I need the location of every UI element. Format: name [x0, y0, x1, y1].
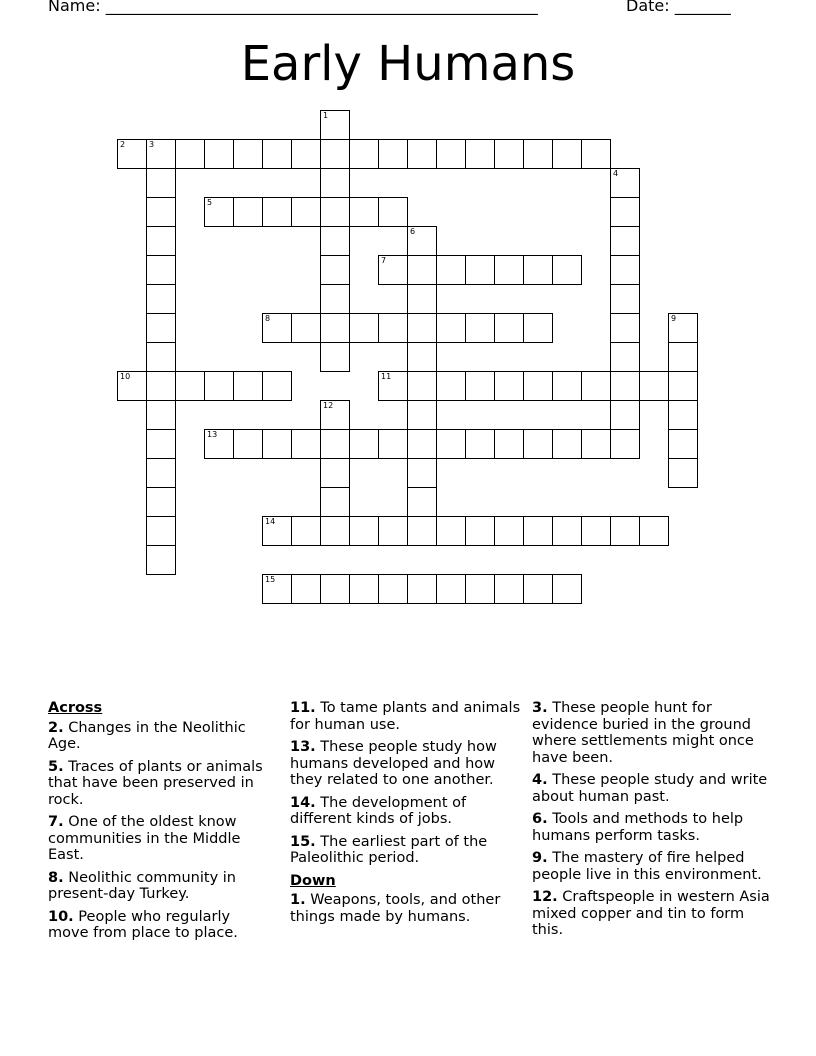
- clue-across-15: 15. The earliest part of the Paleolithic period.: [290, 833, 488, 866]
- clue-down-9: 9. The mastery of fire helped people live in this environment.: [532, 850, 762, 883]
- grid-cell[interactable]: [262, 313, 292, 343]
- grid-cell[interactable]: [320, 168, 350, 198]
- grid-cell[interactable]: [349, 429, 379, 459]
- grid-cell[interactable]: [291, 313, 321, 343]
- grid-cell[interactable]: [523, 313, 553, 343]
- grid-cell[interactable]: [494, 516, 524, 546]
- grid-cell[interactable]: [610, 371, 640, 401]
- cell-number: 9: [671, 314, 677, 323]
- grid-cell[interactable]: [523, 516, 553, 546]
- clue-down-3: 3. These people hunt for evidence buried in the ground where settlements might once have been.: [532, 700, 754, 766]
- grid-cell[interactable]: [233, 139, 263, 169]
- grid-cell[interactable]: [523, 574, 553, 604]
- date-blank[interactable]: _______: [674, 0, 731, 15]
- clues-column-3: [532, 700, 772, 945]
- grid-cell[interactable]: [146, 487, 176, 517]
- grid-cell[interactable]: [552, 574, 582, 604]
- clue-down-4: 4. These people study and write about human past.: [532, 772, 768, 805]
- grid-cell[interactable]: [494, 313, 524, 343]
- grid-cell[interactable]: [581, 139, 611, 169]
- grid-cell[interactable]: [204, 371, 234, 401]
- grid-cell[interactable]: [320, 487, 350, 517]
- grid-cell[interactable]: [146, 342, 176, 372]
- grid-cell[interactable]: [146, 139, 176, 169]
- cell-number: 10: [120, 372, 131, 381]
- grid-cell[interactable]: [175, 371, 205, 401]
- grid-cell[interactable]: [262, 574, 292, 604]
- grid-cell[interactable]: [494, 574, 524, 604]
- grid-cell[interactable]: [262, 516, 292, 546]
- grid-cell[interactable]: [349, 516, 379, 546]
- grid-cell[interactable]: [436, 429, 466, 459]
- grid-cell[interactable]: [407, 342, 437, 372]
- grid-cell[interactable]: [146, 313, 176, 343]
- clue-across-8: 8. Neolithic community in present-day Turkey.: [48, 869, 236, 902]
- grid-cell[interactable]: [552, 371, 582, 401]
- grid-cell[interactable]: [146, 429, 176, 459]
- clue-down-6: 6. Tools and methods to help humans perform tasks.: [532, 811, 744, 844]
- grid-cell[interactable]: [523, 139, 553, 169]
- down-heading: Down: [290, 872, 336, 889]
- clue-across-11: 11. To tame plants and animals for human use.: [290, 700, 521, 733]
- grid-cell[interactable]: [639, 516, 669, 546]
- grid-cell[interactable]: [610, 429, 640, 459]
- grid-cell[interactable]: [610, 400, 640, 430]
- grid-cell[interactable]: [668, 429, 698, 459]
- grid-cell[interactable]: [204, 197, 234, 227]
- grid-cell[interactable]: [610, 197, 640, 227]
- grid-cell[interactable]: [436, 371, 466, 401]
- grid-cell[interactable]: [407, 429, 437, 459]
- clue-across-5: 5. Traces of plants or animals that have been preserved in rock.: [48, 758, 263, 808]
- grid-cell[interactable]: [407, 371, 437, 401]
- grid-cell[interactable]: [494, 139, 524, 169]
- grid-cell[interactable]: [407, 487, 437, 517]
- grid-cell[interactable]: [581, 429, 611, 459]
- grid-cell[interactable]: [378, 429, 408, 459]
- cell-number: 2: [120, 140, 126, 149]
- clue-across-7: 7. One of the oldest know communities in the Middle East.: [48, 814, 241, 863]
- grid-cell[interactable]: [552, 139, 582, 169]
- grid-cell[interactable]: [291, 574, 321, 604]
- grid-cell[interactable]: [291, 429, 321, 459]
- grid-cell[interactable]: [494, 255, 524, 285]
- across-heading: Across: [48, 700, 103, 716]
- grid-cell[interactable]: [233, 197, 263, 227]
- grid-cell[interactable]: [610, 342, 640, 372]
- grid-cell[interactable]: [378, 516, 408, 546]
- grid-cell[interactable]: [407, 139, 437, 169]
- grid-cell[interactable]: [349, 313, 379, 343]
- cell-number: 4: [613, 169, 619, 178]
- grid-cell[interactable]: [233, 371, 263, 401]
- grid-cell[interactable]: [552, 255, 582, 285]
- grid-cell[interactable]: [146, 197, 176, 227]
- grid-cell[interactable]: [668, 458, 698, 488]
- date-label: Date:: [626, 0, 670, 15]
- clue-across-13: 13. These people study how humans developed and how they related to one another.: [290, 739, 497, 788]
- grid-cell[interactable]: [523, 429, 553, 459]
- grid-cell[interactable]: [610, 226, 640, 256]
- grid-cell[interactable]: [291, 139, 321, 169]
- clue-across-14: 14. The development of different kinds of jobs.: [290, 794, 467, 827]
- cell-number: 14: [265, 517, 276, 526]
- name-blank[interactable]: ______________________________________________________: [105, 0, 538, 15]
- grid-cell[interactable]: [407, 284, 437, 314]
- grid-cell[interactable]: [668, 400, 698, 430]
- cell-number: 1: [323, 111, 329, 120]
- cell-number: 3: [149, 140, 155, 149]
- grid-cell[interactable]: [175, 139, 205, 169]
- grid-cell[interactable]: [436, 574, 466, 604]
- grid-cell[interactable]: [494, 371, 524, 401]
- clues-column-1: [48, 700, 273, 948]
- grid-cell[interactable]: [320, 458, 350, 488]
- grid-cell[interactable]: [436, 255, 466, 285]
- grid-cell[interactable]: [291, 516, 321, 546]
- grid-cell[interactable]: [639, 371, 669, 401]
- grid-cell[interactable]: [320, 429, 350, 459]
- clue-down-1: 1. Weapons, tools, and other things made by humans.: [290, 892, 501, 925]
- grid-cell[interactable]: [465, 139, 495, 169]
- grid-cell[interactable]: [291, 197, 321, 227]
- grid-cell[interactable]: [610, 313, 640, 343]
- clue-down-12: 12. Craftspeople in western Asia mixed copper and tin to form this.: [532, 889, 770, 938]
- grid-cell[interactable]: [407, 516, 437, 546]
- grid-cell[interactable]: [349, 574, 379, 604]
- grid-cell[interactable]: [581, 371, 611, 401]
- grid-cell[interactable]: [610, 168, 640, 198]
- grid-cell[interactable]: [407, 255, 437, 285]
- grid-cell[interactable]: [610, 516, 640, 546]
- grid-cell[interactable]: [320, 313, 350, 343]
- grid-cell[interactable]: [494, 429, 524, 459]
- grid-cell[interactable]: [262, 197, 292, 227]
- grid-cell[interactable]: [378, 197, 408, 227]
- grid-cell[interactable]: [407, 226, 437, 256]
- cell-number: 12: [323, 401, 334, 410]
- grid-cell[interactable]: [146, 371, 176, 401]
- grid-cell[interactable]: [349, 197, 379, 227]
- grid-cell[interactable]: [407, 400, 437, 430]
- grid-cell[interactable]: [378, 574, 408, 604]
- cell-number: 11: [381, 372, 392, 381]
- clue-across-2: 2. Changes in the Neolithic Age.: [48, 719, 246, 752]
- grid-cell[interactable]: [146, 255, 176, 285]
- grid-cell[interactable]: [320, 139, 350, 169]
- cell-number: 7: [381, 256, 387, 265]
- grid-cell[interactable]: [320, 400, 350, 430]
- grid-cell[interactable]: [320, 110, 350, 140]
- grid-cell[interactable]: [262, 139, 292, 169]
- grid-cell[interactable]: [668, 371, 698, 401]
- grid-cell[interactable]: [465, 516, 495, 546]
- grid-cell[interactable]: [436, 313, 466, 343]
- grid-cell[interactable]: [407, 574, 437, 604]
- grid-cell[interactable]: [407, 458, 437, 488]
- grid-cell[interactable]: [146, 284, 176, 314]
- grid-cell[interactable]: [610, 255, 640, 285]
- clues-column-2: [290, 700, 522, 931]
- grid-cell[interactable]: [233, 429, 263, 459]
- grid-cell[interactable]: [320, 516, 350, 546]
- name-label: Name:: [48, 0, 101, 15]
- grid-cell[interactable]: [117, 371, 147, 401]
- grid-cell[interactable]: [610, 284, 640, 314]
- grid-cell[interactable]: [465, 371, 495, 401]
- grid-cell[interactable]: [378, 139, 408, 169]
- grid-cell[interactable]: [320, 197, 350, 227]
- grid-cell[interactable]: [436, 139, 466, 169]
- grid-cell[interactable]: [407, 313, 437, 343]
- grid-cell[interactable]: [465, 313, 495, 343]
- grid-cell[interactable]: [349, 139, 379, 169]
- grid-cell[interactable]: [204, 429, 234, 459]
- grid-cell[interactable]: [146, 545, 176, 575]
- grid-cell[interactable]: [204, 139, 234, 169]
- cell-number: 6: [410, 227, 416, 236]
- grid-cell[interactable]: [320, 284, 350, 314]
- grid-cell[interactable]: [436, 516, 466, 546]
- cell-number: 13: [207, 430, 218, 439]
- grid-cell[interactable]: [465, 574, 495, 604]
- page-title: Early Humans: [240, 36, 576, 92]
- grid-cell[interactable]: [146, 516, 176, 546]
- grid-cell[interactable]: [465, 255, 495, 285]
- grid-cell[interactable]: [552, 429, 582, 459]
- grid-cell[interactable]: [320, 342, 350, 372]
- grid-cell[interactable]: [262, 371, 292, 401]
- grid-cell[interactable]: [523, 371, 553, 401]
- grid-cell[interactable]: [262, 429, 292, 459]
- grid-cell[interactable]: [378, 313, 408, 343]
- clue-across-10: 10. People who regularly move from place to place.: [48, 908, 238, 941]
- grid-cell[interactable]: [378, 371, 408, 401]
- grid-cell[interactable]: [320, 226, 350, 256]
- grid-cell[interactable]: [668, 342, 698, 372]
- cell-number: 15: [265, 575, 276, 584]
- grid-cell[interactable]: [146, 400, 176, 430]
- grid-cell[interactable]: [378, 255, 408, 285]
- grid-cell[interactable]: [320, 574, 350, 604]
- grid-cell[interactable]: [465, 429, 495, 459]
- grid-cell[interactable]: [146, 458, 176, 488]
- grid-cell[interactable]: [117, 139, 147, 169]
- grid-cell[interactable]: [581, 516, 611, 546]
- grid-cell[interactable]: [146, 226, 176, 256]
- grid-cell[interactable]: [146, 168, 176, 198]
- grid-cell[interactable]: [320, 255, 350, 285]
- grid-cell[interactable]: [552, 516, 582, 546]
- grid-cell[interactable]: [668, 313, 698, 343]
- cell-number: 5: [207, 198, 213, 207]
- grid-cell[interactable]: [523, 255, 553, 285]
- cell-number: 8: [265, 314, 271, 323]
